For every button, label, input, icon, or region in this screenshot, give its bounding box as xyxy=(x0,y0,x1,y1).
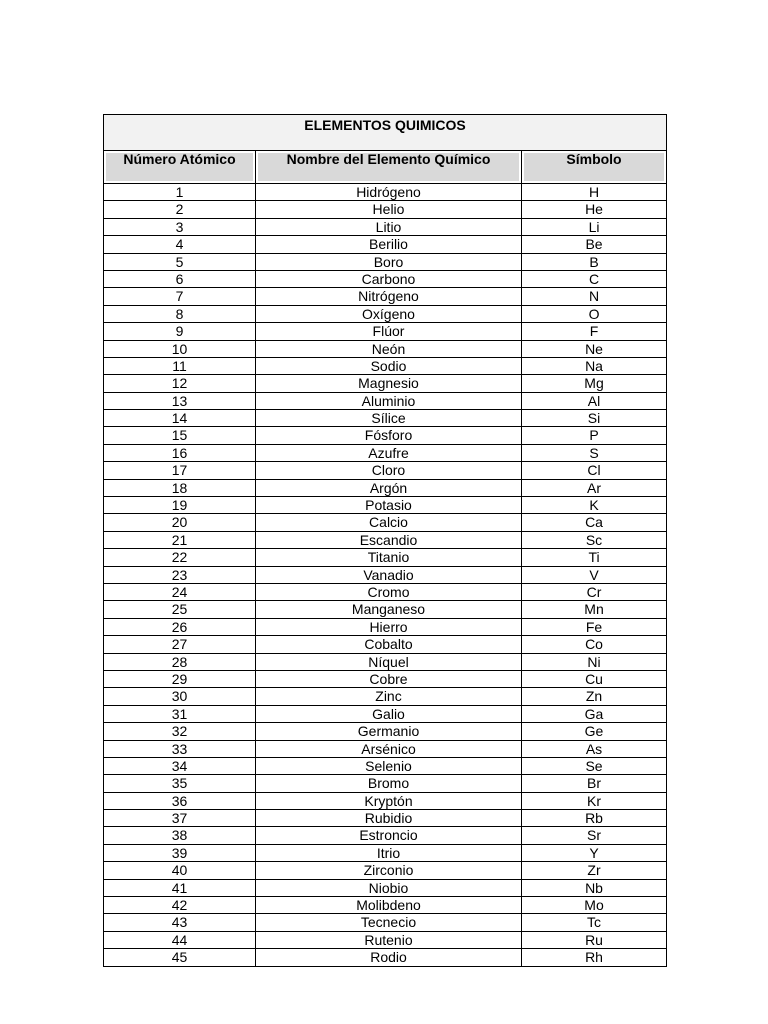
atomic-number-cell: 4 xyxy=(104,236,256,253)
symbol-cell: N xyxy=(522,288,667,305)
atomic-number-cell: 32 xyxy=(104,723,256,740)
element-name-cell: Calcio xyxy=(256,514,522,531)
symbol-cell: As xyxy=(522,740,667,757)
table-row xyxy=(104,827,667,844)
table-row xyxy=(104,288,667,305)
table-row xyxy=(104,810,667,827)
table-row xyxy=(104,670,667,687)
table-row xyxy=(104,844,667,861)
table-row xyxy=(104,897,667,914)
table-title-row xyxy=(104,115,667,151)
atomic-number-cell: 22 xyxy=(104,549,256,566)
elements-table xyxy=(103,114,667,967)
atomic-number-cell: 39 xyxy=(104,844,256,861)
table-row xyxy=(104,392,667,409)
symbol-cell: Y xyxy=(522,844,667,861)
table-row xyxy=(104,688,667,705)
table-row xyxy=(104,305,667,322)
table-row xyxy=(104,444,667,461)
element-name-cell: Selenio xyxy=(256,757,522,774)
symbol-cell: Zn xyxy=(522,688,667,705)
element-name-cell: Níquel xyxy=(256,653,522,670)
element-name-cell: Oxígeno xyxy=(256,305,522,322)
table-row xyxy=(104,184,667,201)
atomic-number-cell: 33 xyxy=(104,740,256,757)
table-row xyxy=(104,497,667,514)
element-name-cell: Cromo xyxy=(256,583,522,600)
element-name-cell: Itrio xyxy=(256,844,522,861)
atomic-number-cell: 13 xyxy=(104,392,256,409)
table-row xyxy=(104,583,667,600)
atomic-number-cell: 42 xyxy=(104,897,256,914)
atomic-number-cell: 40 xyxy=(104,862,256,879)
table-row xyxy=(104,201,667,218)
atomic-number-cell: 12 xyxy=(104,375,256,392)
symbol-cell: O xyxy=(522,305,667,322)
table-row xyxy=(104,792,667,809)
header-atomic-number: Número Atómico xyxy=(104,151,256,184)
symbol-cell: Mg xyxy=(522,375,667,392)
symbol-cell: H xyxy=(522,184,667,201)
element-name-cell: Cloro xyxy=(256,462,522,479)
element-name-cell: Sodio xyxy=(256,357,522,374)
atomic-number-cell: 38 xyxy=(104,827,256,844)
symbol-cell: Rh xyxy=(522,949,667,966)
table-row xyxy=(104,253,667,270)
atomic-number-cell: 27 xyxy=(104,636,256,653)
symbol-cell: Se xyxy=(522,757,667,774)
element-name-cell: Galio xyxy=(256,705,522,722)
atomic-number-cell: 29 xyxy=(104,670,256,687)
atomic-number-cell: 2 xyxy=(104,201,256,218)
table-row xyxy=(104,410,667,427)
element-name-cell: Rubidio xyxy=(256,810,522,827)
symbol-cell: Kr xyxy=(522,792,667,809)
atomic-number-cell: 36 xyxy=(104,792,256,809)
table-row xyxy=(104,462,667,479)
table-row xyxy=(104,375,667,392)
atomic-number-cell: 37 xyxy=(104,810,256,827)
table-row xyxy=(104,479,667,496)
symbol-cell: Ca xyxy=(522,514,667,531)
table-row xyxy=(104,531,667,548)
table-row xyxy=(104,357,667,374)
table-row xyxy=(104,270,667,287)
element-name-cell: Flúor xyxy=(256,323,522,340)
element-name-cell: Litio xyxy=(256,218,522,235)
symbol-cell: Ne xyxy=(522,340,667,357)
element-name-cell: Arsénico xyxy=(256,740,522,757)
symbol-cell: K xyxy=(522,497,667,514)
symbol-cell: Si xyxy=(522,410,667,427)
element-name-cell: Germanio xyxy=(256,723,522,740)
atomic-number-cell: 3 xyxy=(104,218,256,235)
element-name-cell: Sílice xyxy=(256,410,522,427)
symbol-cell: Zr xyxy=(522,862,667,879)
atomic-number-cell: 23 xyxy=(104,566,256,583)
element-name-cell: Manganeso xyxy=(256,601,522,618)
table-row xyxy=(104,931,667,948)
table-row xyxy=(104,236,667,253)
atomic-number-cell: 7 xyxy=(104,288,256,305)
symbol-cell: P xyxy=(522,427,667,444)
symbol-cell: Ga xyxy=(522,705,667,722)
symbol-cell: Mn xyxy=(522,601,667,618)
element-name-cell: Neón xyxy=(256,340,522,357)
symbol-cell: Cl xyxy=(522,462,667,479)
table-header-row xyxy=(104,151,667,184)
table-body xyxy=(104,184,667,967)
element-name-cell: Potasio xyxy=(256,497,522,514)
symbol-cell: Ni xyxy=(522,653,667,670)
table-row xyxy=(104,775,667,792)
atomic-number-cell: 16 xyxy=(104,444,256,461)
symbol-cell: Nb xyxy=(522,879,667,896)
element-name-cell: Carbono xyxy=(256,270,522,287)
table-row xyxy=(104,862,667,879)
table-row xyxy=(104,653,667,670)
table-row xyxy=(104,757,667,774)
table-row xyxy=(104,514,667,531)
symbol-cell: V xyxy=(522,566,667,583)
table-row xyxy=(104,601,667,618)
symbol-cell: B xyxy=(522,253,667,270)
symbol-cell: C xyxy=(522,270,667,287)
element-name-cell: Nitrógeno xyxy=(256,288,522,305)
atomic-number-cell: 14 xyxy=(104,410,256,427)
symbol-cell: Br xyxy=(522,775,667,792)
table-row xyxy=(104,705,667,722)
table-row xyxy=(104,636,667,653)
table-row xyxy=(104,879,667,896)
element-name-cell: Bromo xyxy=(256,775,522,792)
header-element-name: Nombre del Elemento Químico xyxy=(256,151,522,184)
table-row xyxy=(104,618,667,635)
element-name-cell: Hierro xyxy=(256,618,522,635)
atomic-number-cell: 34 xyxy=(104,757,256,774)
element-name-cell: Tecnecio xyxy=(256,914,522,931)
element-name-cell: Azufre xyxy=(256,444,522,461)
element-name-cell: Vanadio xyxy=(256,566,522,583)
atomic-number-cell: 6 xyxy=(104,270,256,287)
atomic-number-cell: 31 xyxy=(104,705,256,722)
table-row xyxy=(104,323,667,340)
atomic-number-cell: 11 xyxy=(104,357,256,374)
atomic-number-cell: 19 xyxy=(104,497,256,514)
atomic-number-cell: 30 xyxy=(104,688,256,705)
table-row xyxy=(104,566,667,583)
element-name-cell: Aluminio xyxy=(256,392,522,409)
atomic-number-cell: 8 xyxy=(104,305,256,322)
header-symbol: Símbolo xyxy=(522,151,667,184)
atomic-number-cell: 1 xyxy=(104,184,256,201)
symbol-cell: Li xyxy=(522,218,667,235)
atomic-number-cell: 21 xyxy=(104,531,256,548)
symbol-cell: Ti xyxy=(522,549,667,566)
symbol-cell: Ge xyxy=(522,723,667,740)
element-name-cell: Hidrógeno xyxy=(256,184,522,201)
element-name-cell: Molibdeno xyxy=(256,897,522,914)
element-name-cell: Magnesio xyxy=(256,375,522,392)
atomic-number-cell: 24 xyxy=(104,583,256,600)
atomic-number-cell: 45 xyxy=(104,949,256,966)
table-row xyxy=(104,427,667,444)
element-name-cell: Argón xyxy=(256,479,522,496)
table-row xyxy=(104,549,667,566)
element-name-cell: Zinc xyxy=(256,688,522,705)
atomic-number-cell: 9 xyxy=(104,323,256,340)
element-name-cell: Titanio xyxy=(256,549,522,566)
atomic-number-cell: 25 xyxy=(104,601,256,618)
table-row xyxy=(104,218,667,235)
symbol-cell: Na xyxy=(522,357,667,374)
atomic-number-cell: 41 xyxy=(104,879,256,896)
symbol-cell: Co xyxy=(522,636,667,653)
element-name-cell: Rutenio xyxy=(256,931,522,948)
element-name-cell: Rodio xyxy=(256,949,522,966)
element-name-cell: Niobio xyxy=(256,879,522,896)
element-name-cell: Escandio xyxy=(256,531,522,548)
atomic-number-cell: 10 xyxy=(104,340,256,357)
atomic-number-cell: 28 xyxy=(104,653,256,670)
table-title: ELEMENTOS QUIMICOS xyxy=(104,115,667,151)
element-name-cell: Cobalto xyxy=(256,636,522,653)
element-name-cell: Estroncio xyxy=(256,827,522,844)
table-row xyxy=(104,740,667,757)
atomic-number-cell: 26 xyxy=(104,618,256,635)
element-name-cell: Berilio xyxy=(256,236,522,253)
symbol-cell: Cr xyxy=(522,583,667,600)
symbol-cell: F xyxy=(522,323,667,340)
element-name-cell: Boro xyxy=(256,253,522,270)
element-name-cell: Kryptón xyxy=(256,792,522,809)
symbol-cell: Mo xyxy=(522,897,667,914)
atomic-number-cell: 35 xyxy=(104,775,256,792)
symbol-cell: Al xyxy=(522,392,667,409)
symbol-cell: Sr xyxy=(522,827,667,844)
element-name-cell: Fósforo xyxy=(256,427,522,444)
element-name-cell: Cobre xyxy=(256,670,522,687)
table-row xyxy=(104,340,667,357)
element-name-cell: Helio xyxy=(256,201,522,218)
table-row xyxy=(104,723,667,740)
symbol-cell: S xyxy=(522,444,667,461)
symbol-cell: Cu xyxy=(522,670,667,687)
atomic-number-cell: 15 xyxy=(104,427,256,444)
table-row xyxy=(104,949,667,966)
element-name-cell: Zirconio xyxy=(256,862,522,879)
symbol-cell: Fe xyxy=(522,618,667,635)
atomic-number-cell: 44 xyxy=(104,931,256,948)
atomic-number-cell: 43 xyxy=(104,914,256,931)
symbol-cell: Tc xyxy=(522,914,667,931)
symbol-cell: Ru xyxy=(522,931,667,948)
symbol-cell: Ar xyxy=(522,479,667,496)
atomic-number-cell: 5 xyxy=(104,253,256,270)
atomic-number-cell: 18 xyxy=(104,479,256,496)
symbol-cell: Sc xyxy=(522,531,667,548)
table-row xyxy=(104,914,667,931)
atomic-number-cell: 17 xyxy=(104,462,256,479)
symbol-cell: He xyxy=(522,201,667,218)
atomic-number-cell: 20 xyxy=(104,514,256,531)
symbol-cell: Rb xyxy=(522,810,667,827)
symbol-cell: Be xyxy=(522,236,667,253)
